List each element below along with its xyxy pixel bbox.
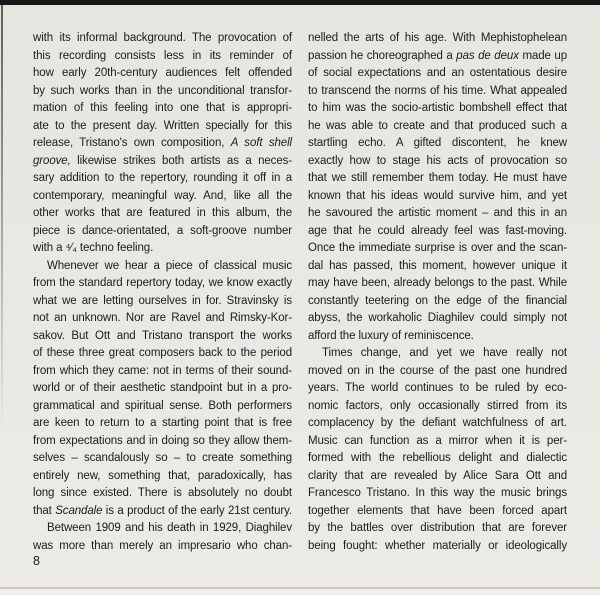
- text-line: not an unknown. Nor are Ravel and Rimsky-Kor-: [33, 312, 292, 324]
- text-line: Music can function as a mirror when it is per-: [308, 434, 567, 447]
- text-line: this recording consists less in its reminder of: [33, 49, 292, 62]
- text-line: to him was the socio-artistic bombshell effect that: [308, 102, 567, 114]
- text-line: from which they came: not in terms of their sound-: [33, 364, 292, 377]
- text-line: by such works than in the unconditional transfor-: [33, 84, 292, 97]
- page-bottom-strip: [0, 589, 600, 595]
- text-line: nelled the arts of his age. With Mephistophelean: [308, 32, 567, 44]
- text-line: of social expectations and an ostentatious desire: [308, 67, 567, 79]
- text-line: contemporary, meaningful way. And, like all the: [33, 189, 292, 202]
- text-line: sakov. But Ott and Tristano transport the works: [33, 329, 292, 342]
- text-line: other works that are featured in this album, the: [33, 207, 292, 219]
- text-line: he savoured the artistic moment – and this in an: [308, 207, 567, 219]
- text-line: mation of this feeling into one that is appropri-: [33, 102, 292, 114]
- text-line: to transcend the norms of his time. What appealed: [308, 84, 567, 97]
- text-line: that we still remember them today. He must have: [308, 172, 567, 184]
- text-line: being fought: whether materially or ideologically: [308, 539, 567, 552]
- text-line: formed with the rebellious delight and dialectic: [308, 452, 567, 464]
- text-line: what we are letting ourselves in for. Stravinsky is: [33, 294, 292, 307]
- text-line: age that he could already feel was fast-moving.: [308, 224, 567, 237]
- text-line: release, Tristano's own composition, A soft shell: [33, 137, 292, 149]
- text-line: that Scandale is a product of the early 21st century.: [33, 504, 292, 517]
- text-line: nomic factors, only occasionally stirred from its: [308, 399, 567, 412]
- text-line: was more than merely an impresario who chan-: [33, 539, 292, 552]
- liner-notes-text: [33, 30, 567, 555]
- text-line: together elements that have been forced apart: [308, 504, 567, 517]
- text-line: from the standard repertory today, we know exactly: [33, 277, 292, 289]
- text-line: selves – scandalously so – to create something: [33, 452, 292, 464]
- text-line: afford the luxury of reminiscence.: [308, 329, 474, 342]
- text-line: constantly teetering on the edge of the financial: [308, 294, 567, 307]
- text-line: piece is dance-orientated, a soft-groove number: [33, 224, 292, 237]
- text-line: may have been, already belongs to the past. While: [308, 277, 567, 289]
- text-line: moved on in the course of the past one hundred: [308, 364, 567, 377]
- text-line: Between 1909 and his death in 1929, Diaghilev: [47, 522, 292, 534]
- text-line: with its informal background. The provocation of: [33, 32, 292, 44]
- text-line: how early 20th-century audiences felt offended: [33, 67, 292, 79]
- text-line: Once the immediate surprise is over and the scan-: [308, 242, 567, 254]
- text-line: grammatical and spiritual sense. Both performers: [33, 399, 292, 412]
- text-line: known that his ideas would survive him, and yet: [308, 189, 567, 202]
- page-number: 8: [33, 554, 40, 568]
- text-line: Whenever we hear a piece of classical music: [47, 259, 292, 272]
- text-column-left: [33, 30, 292, 555]
- text-line: from expectations and in doing so they allow them-: [33, 434, 292, 447]
- text-line: clarity that are revealed by Alice Sara Ott and: [308, 469, 567, 482]
- text-line: Francesco Tristano. In this way the music brings: [308, 487, 567, 499]
- page-top-edge: [0, 0, 600, 5]
- text-line: passion he choreographed a pas de deux made up: [308, 49, 567, 62]
- text-line: by the battles over distribution that are forever: [308, 522, 567, 534]
- text-line: Times change, and yet we have really not: [322, 347, 567, 359]
- text-line: entirely new, something that, paradoxically, has: [33, 469, 292, 482]
- text-line: abyss, the workaholic Diaghilev could simply not: [308, 312, 567, 324]
- page-left-edge: [1, 5, 3, 433]
- text-line: long since existed. There is absolutely no doubt: [33, 487, 292, 499]
- text-line: groove, likewise strikes both artists as a neces-: [33, 154, 292, 167]
- text-line: world or of their aesthetic standpoint but in a pro-: [33, 382, 292, 394]
- text-line: of these three great composers back to the period: [33, 347, 292, 359]
- text-line: complacency by the defiant watchfulness of art.: [308, 417, 567, 429]
- text-line: are keen to return to a starting point that is free: [33, 417, 292, 429]
- text-column-right: [308, 30, 567, 555]
- text-line: dal has passed, this moment, however unique it: [308, 259, 567, 272]
- text-line: startling echo. A gifted discontent, he knew: [308, 137, 567, 149]
- text-line: he was able to create and that produced such a: [308, 119, 567, 132]
- text-line: years. The world continues to be ruled by eco-: [308, 382, 567, 394]
- text-line: ate to the present day. Written specially for this: [33, 119, 292, 132]
- text-line: sary addition to the repertory, rounding it off in a: [33, 172, 292, 184]
- text-line: exactly how to stage his acts of provocation so: [308, 154, 567, 167]
- text-line: with a ⁴⁄₄ techno feeling.: [33, 242, 154, 254]
